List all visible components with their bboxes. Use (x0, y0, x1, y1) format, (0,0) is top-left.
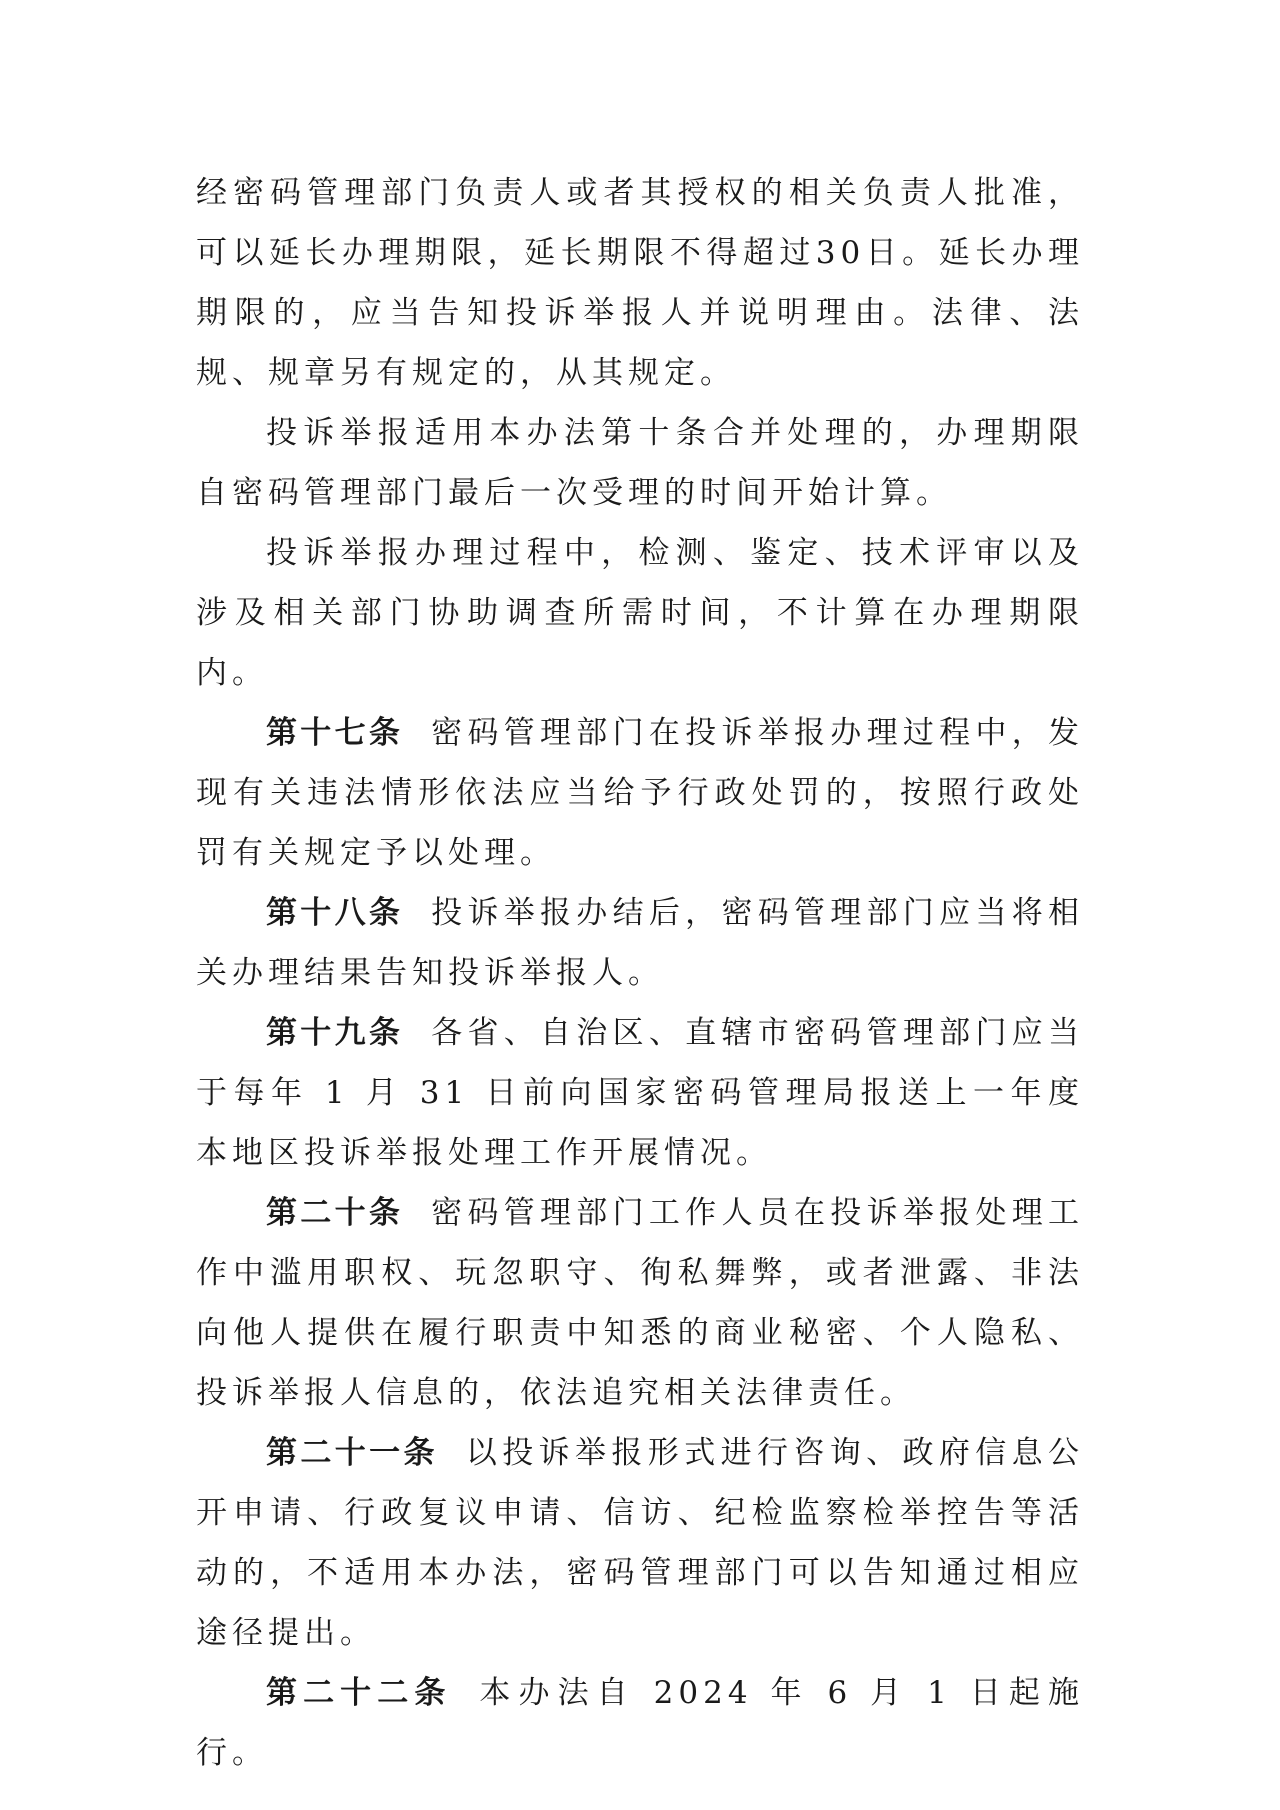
article-number: 第二十一条 (266, 1435, 438, 1471)
article-text: 本办法自 2024 年 6 月 1 日起施行。 (196, 1675, 1084, 1771)
article-18 (196, 883, 1084, 1003)
article-19 (196, 1003, 1084, 1183)
article-22 (196, 1663, 1084, 1783)
paragraph-merged-handling: 投诉举报适用本办法第十条合并处理的，办理期限自密码管理部门最后一次受理的时间开始计算。 (196, 415, 1084, 511)
paragraph-deadline-extension: 经密码管理部门负责人或者其授权的相关负责人批准，可以延长办理期限，延长期限不得超过30日。延长办理期限的，应当告知投诉举报人并说明理由。法律、法规、规章另有规定的，从其规定。 (196, 175, 1084, 391)
article-text: 密码管理部门在投诉举报办理过程中，发现有关违法情形依法应当给予行政处罚的，按照行政处罚有关规定予以处理。 (196, 715, 1085, 871)
article-number: 第十七条 (266, 715, 404, 751)
article-17 (196, 703, 1084, 883)
document-body (196, 163, 1084, 1783)
article-20 (196, 1183, 1084, 1423)
article-text: 密码管理部门工作人员在投诉举报处理工作中滥用职权、玩忽职守、徇私舞弊，或者泄露、非法向他人提供在履行职责中知悉的商业秘密、个人隐私、投诉举报人信息的，依法追究相关法律责任。 (196, 1195, 1085, 1411)
article-text: 以投诉举报形式进行咨询、政府信息公开申请、行政复议申请、信访、纪检监察检举控告等活动的，不适用本办法，密码管理部门可以告知通过相应途径提出。 (196, 1435, 1084, 1651)
article-text: 各省、自治区、直辖市密码管理部门应当于每年 1 月 31 日前向国家密码管理局报送上一年度本地区投诉举报处理工作开展情况。 (196, 1015, 1085, 1171)
article-number: 第十九条 (266, 1015, 404, 1051)
article-number: 第二十二条 (266, 1675, 452, 1711)
article-text: 投诉举报办结后，密码管理部门应当将相关办理结果告知投诉举报人。 (196, 895, 1085, 991)
paragraph-excluded-time: 投诉举报办理过程中，检测、鉴定、技术评审以及涉及相关部门协助调查所需时间，不计算在办理期限内。 (196, 535, 1084, 691)
article-number: 第十八条 (266, 895, 404, 931)
article-number: 第二十条 (266, 1195, 404, 1231)
article-21 (196, 1423, 1084, 1663)
